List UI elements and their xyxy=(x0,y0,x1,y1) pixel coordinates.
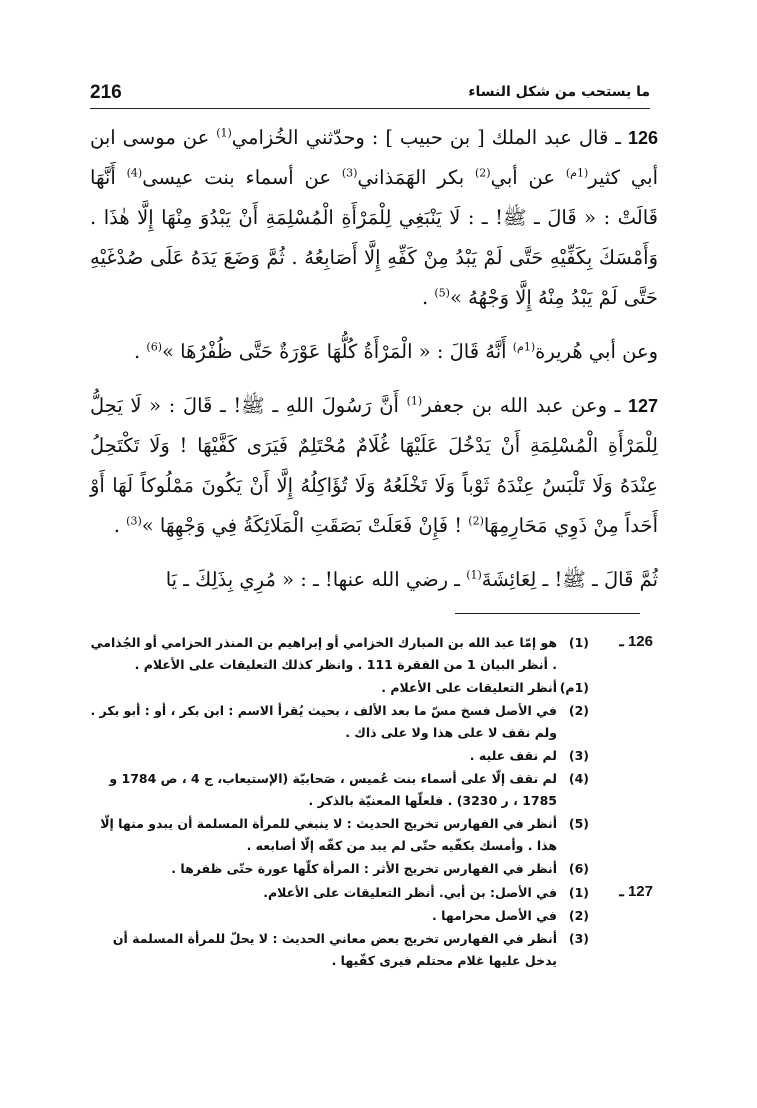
footnote-group-126 xyxy=(88,632,653,880)
text-segment: عن أبي xyxy=(490,166,566,189)
footnote-mark: (1) xyxy=(568,885,589,900)
paragraph-then-said xyxy=(90,560,658,600)
text-segment: ! فَإِنْ فَعَلَتْ بَصَقَتِ الْمَلَائِكَةُ فِي وَجْهِهَا » xyxy=(141,514,469,537)
footnote-ref[interactable]: (4) xyxy=(126,166,143,180)
paragraph-number: 127 xyxy=(627,396,659,416)
text-segment: عن أسماء بنت عيسى xyxy=(142,166,342,189)
footnote-ref[interactable]: (1م) xyxy=(565,166,589,180)
paragraph-126 xyxy=(90,118,658,318)
footnote-text: أنظر في الفهارس تخريج بعض معاني الحديث : لا يحلّ للمرأة المسلمة أن يدخل عليها غلام محتلم فيرى كفّيها . xyxy=(112,931,557,968)
footnote-mark: (1م) xyxy=(559,680,589,695)
footnote-mark: (1) xyxy=(568,635,589,650)
paragraph-number: 126 xyxy=(627,128,658,148)
footnote-text: أنظر في الفهارس تخريج الحديث : لا ينبغي للمرأة المسلمة أن يبدو منها إلّا هذا . وأمسك بكفّيه حتّى لم يبد من كفّه إلّا أصابعه . xyxy=(100,816,557,853)
text-segment: ـ رضي الله عنها! ـ : « مُرِي بِذَلِكَ ـ يَا xyxy=(165,568,467,591)
footnote-ref[interactable]: (6) xyxy=(146,340,162,354)
footnote-divider xyxy=(455,613,640,614)
text-segment: ثُمَّ قَالَ ـ ﷺ! ـ لِعَائِشَةَ xyxy=(481,568,658,591)
footnote-item xyxy=(88,768,653,812)
footnote-group-127 xyxy=(88,882,653,972)
footnote-ref[interactable]: (1) xyxy=(466,568,482,582)
text-segment: أَنَّ رَسُولَ اللهِ ـ ﷺ! ـ قَالَ : « لَا يَحِلُّ لِلْمَرْأَةِ الْمُسْلِمَةِ أَنْ يَدْخُلَ عَلَيْهَا غُلَامٌ مُحْتَلِمٌ فَيَرَى كَفَّيْهَا ! وَلَا تَكْتَحِلُ عِنْدَهُ وَلَا تَلْبَسُ عِنْدَهُ ثَوْباً وَلَا تَخْلَعُهُ وَلَا تُؤَاكِلُهُ إِلَّا أَنْ يَكُونَ مَمْلُوكاً لَهَا أَوْ أَحَداً مِنْ ذَوِي مَحَارِمِهَا xyxy=(90,394,658,537)
footnote-mark: (4) xyxy=(568,771,589,786)
footnote-ref[interactable]: (1م) xyxy=(512,340,536,354)
text-segment: أَنَّهُ قَالَ : « الْمَرْأَةُ كُلُّهَا عَوْرَةٌ حَتَّى ظُفْرُهَا » xyxy=(162,340,513,363)
text-segment: وعن أبي هُريرة xyxy=(535,340,658,363)
footnote-text: هو إمّا عبد الله بن المبارك الخزامي أو إبراهيم بن المنذر الحزامي أو الجُذامي . أنظر البيان 1 من الفقرة 111 . وانظر كذلك التعليقات على الأعلام . xyxy=(90,635,557,672)
footnote-item xyxy=(88,632,653,676)
footnote-text: لم نقف إلّا على أسماء بنت عُميس ، صَحابيّة (الإستيعاب، ج 4 ، ص 1784 و 1785 ، ر 3230) . فلعلّها المعنيّة بالذكر . xyxy=(109,771,557,808)
text-segment: بكر الهَمَذاني xyxy=(357,166,475,189)
footnote-item xyxy=(88,745,653,767)
footnote-text: لم نقف عليه . xyxy=(469,748,557,763)
footnote-ref[interactable]: (3) xyxy=(341,166,358,180)
footnote-ref[interactable]: (2) xyxy=(475,166,491,180)
footnote-text: أنظر التعليقات على الأعلام . xyxy=(381,680,557,695)
footnote-item xyxy=(88,677,653,699)
footnotes xyxy=(88,632,653,974)
footnote-ref[interactable]: (3) xyxy=(126,514,142,528)
footnote-text: في الأصل فسخ مسّ ما بعد الألف ، بحيث يُقرأ الاسم : ابن بكر ، أو : أبو بكر . ولم نقف لا على هذا ولا على ذاك . xyxy=(90,703,557,740)
text-segment: ـ قال عبد الملك [ بن حبيب ] : وحدّثني الخُزامي xyxy=(231,126,628,149)
text-segment: . xyxy=(134,340,147,363)
footnote-text: أنظر في الفهارس تخريج الأثر : المرأة كلّها عورة حتّى ظفرها . xyxy=(171,861,557,876)
paragraph-abu-huraira xyxy=(90,332,658,372)
footnote-item xyxy=(88,905,653,927)
footnote-item xyxy=(88,858,653,880)
page-header xyxy=(90,82,650,109)
footnote-item xyxy=(88,882,653,904)
footnote-ref[interactable]: (1) xyxy=(406,394,423,408)
footnote-item xyxy=(88,928,653,972)
footnote-mark: (2) xyxy=(568,703,589,718)
footnote-mark: (5) xyxy=(568,816,589,831)
footnote-mark: (3) xyxy=(568,931,589,946)
text-segment: عن موسى ابن أبي كثير xyxy=(90,126,658,189)
footnote-text: في الأصل محرامها . xyxy=(432,908,557,923)
footnote-ref[interactable]: (2) xyxy=(468,514,484,528)
text-segment: . xyxy=(113,514,127,537)
footnote-item xyxy=(88,700,653,744)
footnote-group-label: 126 ـ xyxy=(619,633,653,650)
text-segment: أَنَّهَا قَالَتْ : « قَالَ ـ ﷺ! ـ : لَا يَنْبَغِي لِلْمَرْأَةِ الْمُسْلِمَةِ أَنْ يَبْدُوَ مِنْهَا إِلَّا هٰذَا . وَأَمْسَكَ بِكَفِّيْهِ حَتَّى لَمْ يَبْدُ مِنْ كَفِّهِ إِلَّا أَصَابِعُهُ . ثُمَّ وَضَعَ يَدَهُ عَلَى صُدْغَيْهِ حَتَّى لَمْ يَبْدُ مِنْهُ إِلَّا وَجْهُهُ » xyxy=(90,166,658,309)
footnote-mark: (6) xyxy=(568,861,589,876)
page-number: 216 xyxy=(90,82,122,103)
footnote-ref[interactable]: (1) xyxy=(216,126,232,140)
main-text xyxy=(90,118,658,614)
text-segment: . xyxy=(421,286,435,309)
paragraph-127 xyxy=(90,386,658,546)
footnote-group-label: 127 ـ xyxy=(619,883,653,900)
running-title: ما يستحب من شكل النساء xyxy=(468,84,650,100)
text-segment: ـ وعن عبد الله بن جعفر xyxy=(422,394,628,417)
footnote-text: في الأصل: بن أبي. أنظر التعليقات على الأعلام. xyxy=(263,885,557,900)
footnote-item xyxy=(88,813,653,857)
footnote-ref[interactable]: (5) xyxy=(434,286,450,300)
footnote-mark: (3) xyxy=(568,748,589,763)
footnote-mark: (2) xyxy=(568,908,589,923)
